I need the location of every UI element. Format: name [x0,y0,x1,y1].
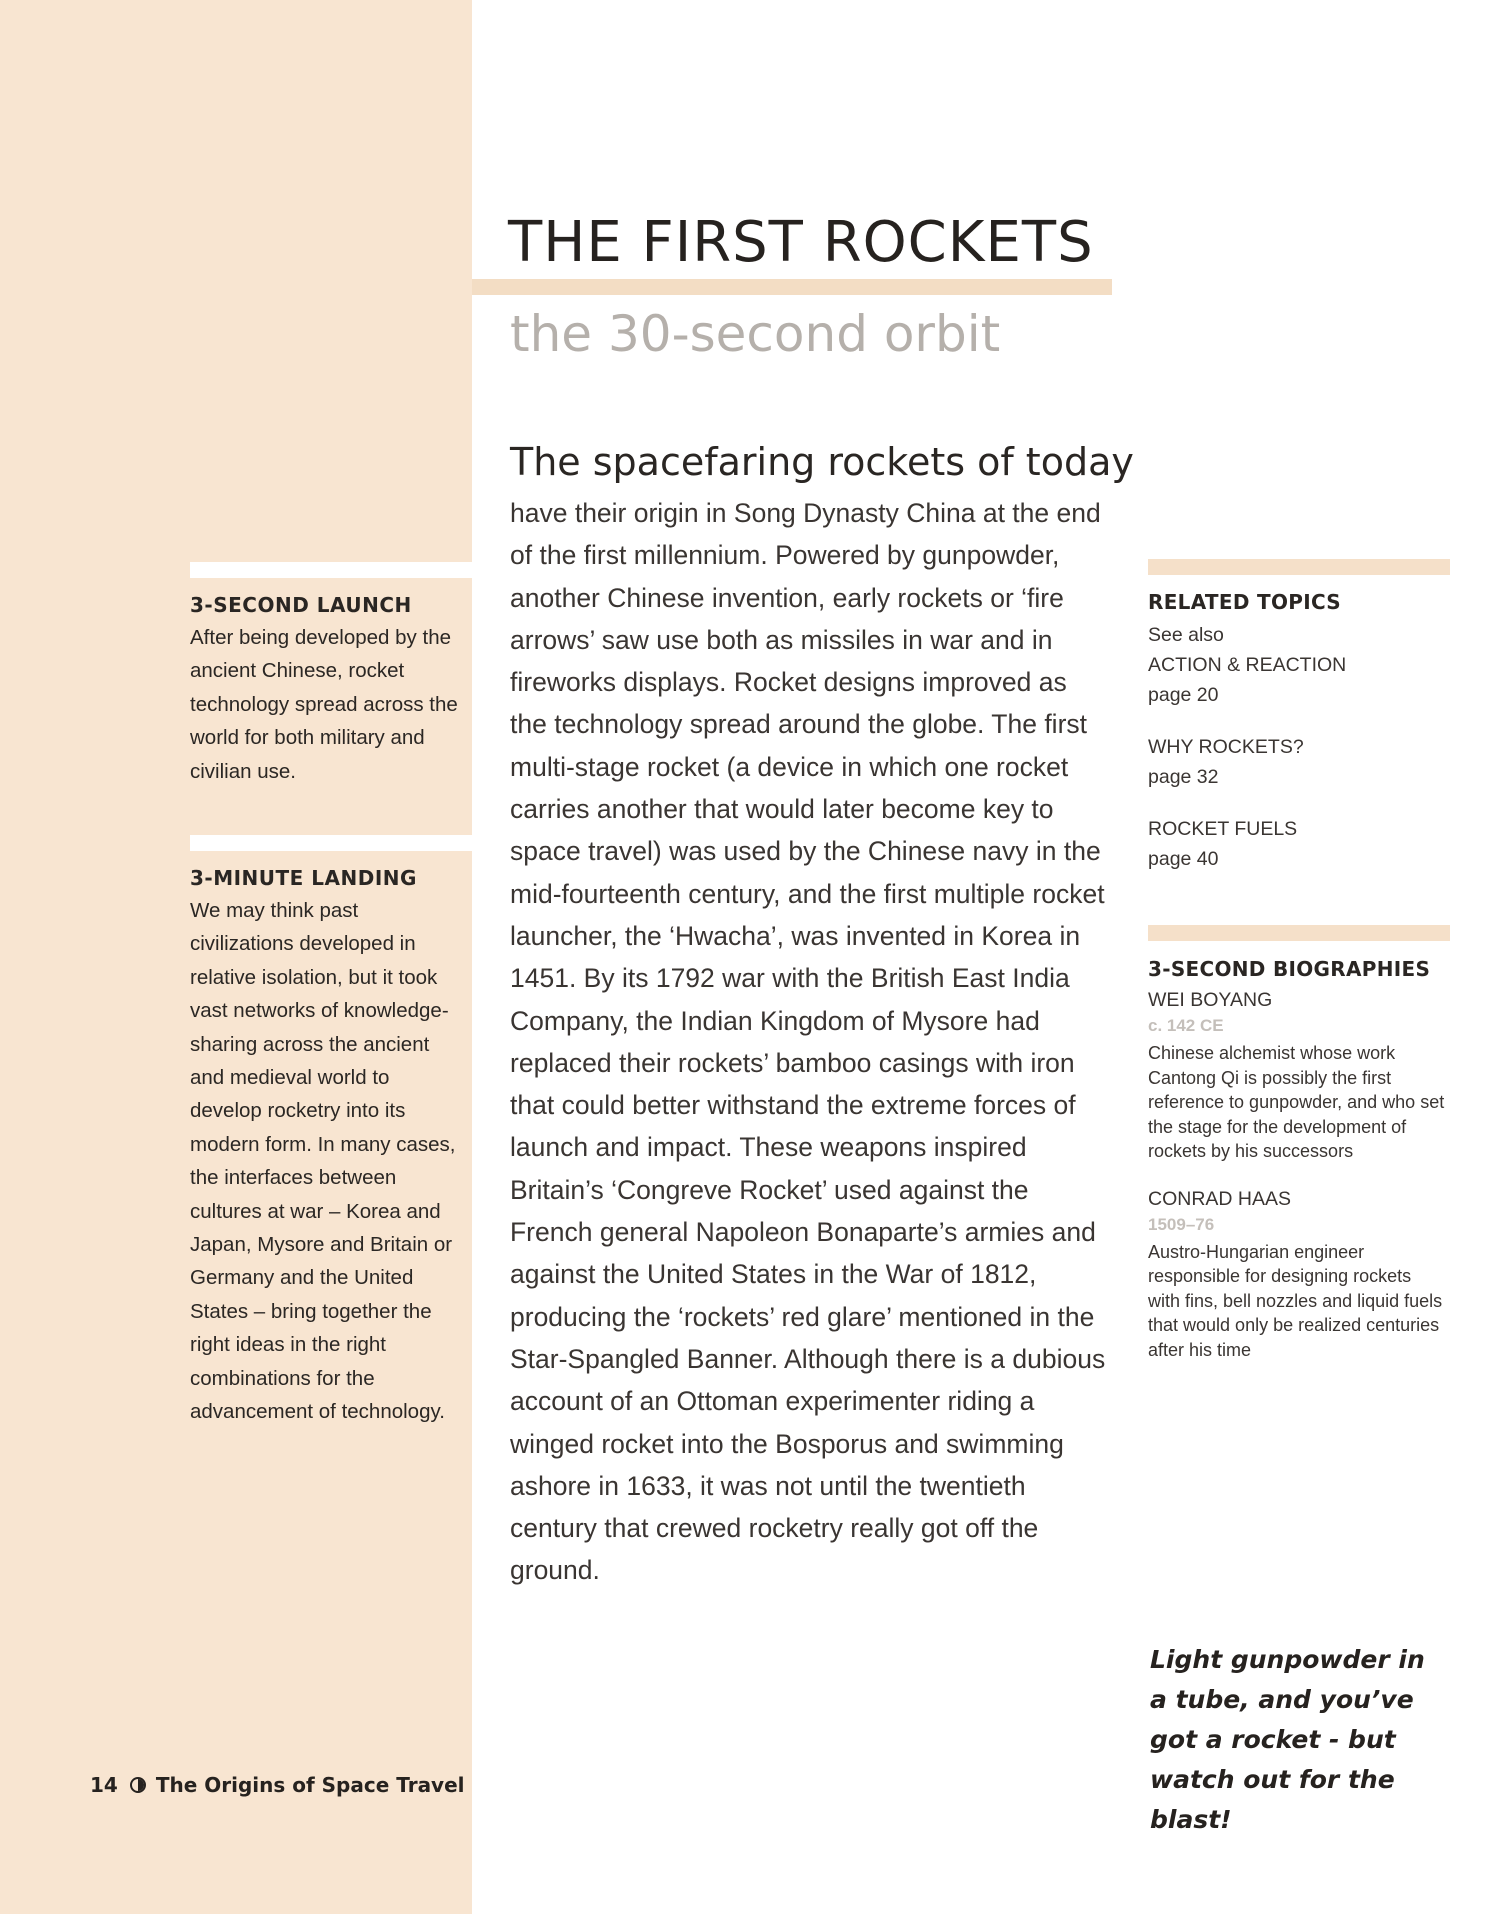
related-heading: RELATED TOPICS [1148,590,1341,614]
bio-name: WEI BOYANG [1148,989,1273,1011]
launch-divider [190,562,472,578]
related-topic-page: page 40 [1148,848,1219,870]
related-topic-title: ROCKET FUELS [1148,818,1298,840]
landing-heading: 3-MINUTE LANDING [190,866,417,890]
biographies-heading: 3-SECOND BIOGRAPHIES [1148,957,1431,981]
page-number: 14 [90,1773,118,1797]
page-title: THE FIRST ROCKETS [508,210,1094,275]
bio-dates: c. 142 CE [1148,1016,1224,1035]
related-divider [1148,559,1450,575]
three-minute-landing [190,866,465,1429]
bio-description: Austro-Hungarian engineer responsible for designing rockets with fins, bell nozzles and liquid fuels that would only be realized centuries after his time [1148,1241,1443,1360]
half-circle-icon [130,1777,146,1793]
related-topic-page: page 20 [1148,684,1219,706]
title-divider [472,279,1112,295]
related-topic-title: ACTION & REACTION [1148,654,1347,676]
see-also-label: See also [1148,624,1224,646]
bio-dates: 1509–76 [1148,1214,1215,1234]
related-topics [1148,590,1448,896]
page-footer [90,1773,465,1797]
bio-description: Chinese alchemist whose work Cantong Qi is possibly the first reference to gunpowder, and who set the stage for the development of rockets by his successors [1148,1043,1445,1161]
launch-text: After being developed by the ancient Chinese, rocket technology spread across the world for both military and civilian use. [190,626,458,783]
pull-quote: Light gunpowder in a tube, and you’ve got a rocket - but watch out for the blast! [1150,1645,1425,1834]
related-topic-page: page 32 [1148,766,1219,788]
related-topic-title: WHY ROCKETS? [1148,736,1304,758]
bio-name: CONRAD HAAS [1148,1187,1292,1210]
three-second-launch [190,593,465,788]
page-subtitle: the 30-second orbit [510,305,1001,363]
biographies-divider [1148,925,1450,941]
main-body: have their origin in Song Dynasty China at the end of the first millennium. Powered by gunpowder, another Chinese invention, early rockets or ‘fire arrows’ saw use both as missiles in war and in fireworks displays. Rocket designs improved as the technology spread around the globe. The first multi-stage rocket (a device in which one rocket carries another that would later become key to space travel) was used by the Chinese navy in the mid-fourteenth century, and the first multiple rocket launcher, the ‘Hwacha’, was invented in Korea in 1451. By its 1792 war with the British East India Company, the Indian Kingdom of Mysore had replaced their rockets’ bamboo casings with iron that could better withstand the extreme forces of launch and impact. These weapons inspired Britain’s ‘Congreve Rocket’ used against the French general Napoleon Bonaparte’s armies and against the United States in the War of 1812, producing the ‘rockets’ red glare’ mentioned in the Star-Spangled Banner. Although there is a dubious account of an Ottoman experimenter riding a winged rocket into the Bosporus and swimming ashore in 1633, it was not until the twentieth century that crewed rocketry really got off the ground. [510,498,1106,1586]
landing-text: We may think past civilizations developed in relative isolation, but it took vast networks of knowledge-sharing across the ancient and medieval world to develop rocketry into its modern form. In many cases, the interfaces between cultures at war – Korea and Japan, Mysore and Britain or Germany and the United States – bring together the right ideas in the right combinations for the advancement of technology. [190,899,456,1424]
landing-divider [190,835,472,851]
main-lead: The spacefaring rockets of today [510,440,1134,484]
three-second-biographies [1148,957,1448,1384]
section-name: The Origins of Space Travel [155,1773,465,1797]
launch-heading: 3-SECOND LAUNCH [190,593,412,617]
